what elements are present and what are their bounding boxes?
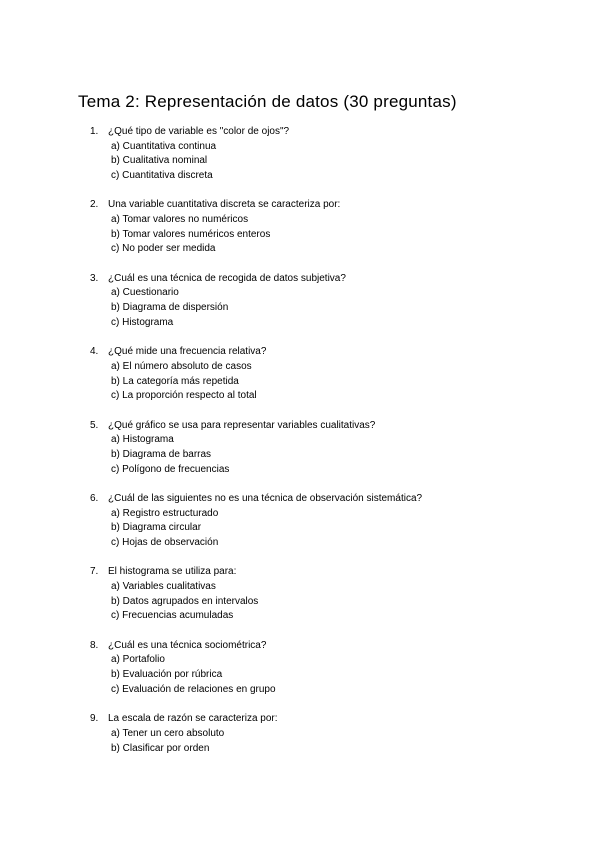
answer-option: b) Clasificar por orden: [111, 742, 210, 754]
answer-option: a) Histograma: [111, 434, 174, 446]
question-text: ¿Cuál es una técnica de recogida de datos subjetiva?: [108, 272, 346, 284]
question-text: ¿Qué gráfico se usa para representar variables cualitativas?: [108, 419, 376, 431]
answer-option: c) Evaluación de relaciones en grupo: [111, 683, 276, 695]
answer-options: [111, 286, 228, 330]
question-item: [0, 419, 600, 492]
answer-option: a) El número absoluto de casos: [111, 360, 252, 372]
answer-option: a) Variables cualitativas: [111, 581, 216, 593]
answer-options: [111, 213, 270, 257]
answer-options: [111, 580, 258, 624]
answer-option: c) Hojas de observación: [111, 537, 219, 549]
question-item: [0, 125, 600, 198]
question-text: ¿Qué tipo de variable es "color de ojos"?: [108, 126, 290, 137]
answer-option: b) Diagrama circular: [111, 522, 202, 534]
question-text: ¿Qué mide una frecuencia relativa?: [108, 346, 267, 358]
answer-option: b) Tomar valores numéricos enteros: [111, 228, 271, 240]
answer-option: a) Cuantitativa continua: [111, 140, 217, 152]
question-number: 6.: [90, 492, 99, 504]
question-number: 4.: [90, 346, 99, 358]
answer-option: c) No poder ser medida: [111, 243, 216, 255]
question-item: [0, 345, 600, 418]
answer-option: c) Frecuencias acumuladas: [111, 610, 234, 622]
question-number: 2.: [90, 199, 99, 211]
answer-option: a) Tomar valores no numéricos: [111, 214, 249, 226]
answer-option: a) Portafolio: [111, 654, 165, 666]
question-number: 1.: [90, 126, 99, 137]
answer-option: a) Registro estructurado: [111, 507, 219, 519]
question-item: [0, 565, 600, 638]
answer-option: c) La proporción respecto al total: [111, 390, 257, 402]
answer-options: [111, 140, 216, 184]
question-text: ¿Cuál de las siguientes no es una técnica de observación sistemática?: [108, 492, 423, 504]
answer-option: c) Cuantitativa discreta: [111, 170, 213, 182]
answer-options: [111, 433, 229, 477]
answer-option: b) Cualitativa nominal: [111, 155, 208, 167]
answer-option: a) Tener un cero absoluto: [111, 727, 225, 739]
question-text: Una variable cuantitativa discreta se caracteriza por:: [108, 199, 341, 211]
question-text: La escala de razón se caracteriza por:: [108, 713, 278, 725]
answer-options: [111, 727, 224, 756]
page-title: Tema 2: Representación de datos (30 preguntas): [78, 92, 457, 111]
answer-option: b) Diagrama de barras: [111, 448, 212, 460]
question-text: ¿Cuál es una técnica sociométrica?: [108, 639, 267, 651]
answer-option: c) Histograma: [111, 316, 174, 328]
answer-option: a) Cuestionario: [111, 287, 179, 299]
question-item: [0, 492, 600, 565]
question-number: 9.: [90, 713, 99, 725]
question-item: [0, 198, 600, 271]
question-list: [0, 125, 600, 786]
answer-options: [111, 507, 218, 551]
answer-option: b) Datos agrupados en intervalos: [111, 595, 259, 607]
question-number: 8.: [90, 639, 99, 651]
question-number: 7.: [90, 566, 99, 578]
answer-option: b) Diagrama de dispersión: [111, 302, 229, 314]
question-item: [0, 272, 600, 345]
question-number: 5.: [90, 419, 99, 431]
answer-option: b) Evaluación por rúbrica: [111, 669, 223, 681]
question-item: [0, 712, 600, 785]
question-item: [0, 639, 600, 712]
answer-options: [111, 360, 257, 404]
answer-options: [111, 653, 276, 697]
answer-option: b) La categoría más repetida: [111, 375, 239, 387]
question-number: 3.: [90, 272, 99, 284]
question-text: El histograma se utiliza para:: [108, 566, 237, 578]
answer-option: c) Polígono de frecuencias: [111, 463, 230, 475]
